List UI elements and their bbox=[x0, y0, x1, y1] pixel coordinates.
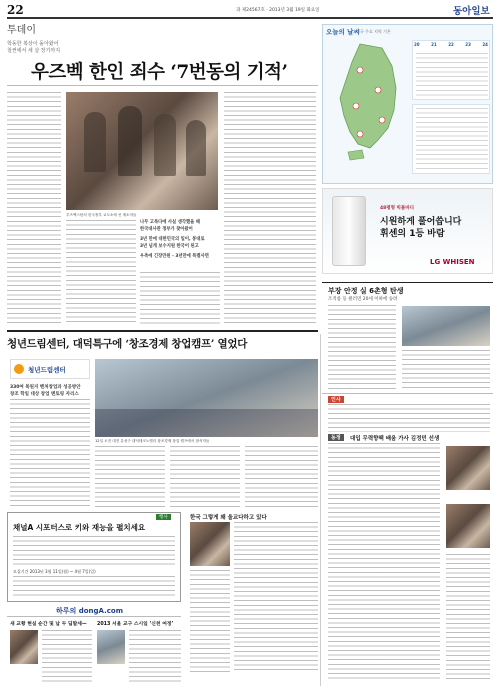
section-title: 투데이 bbox=[7, 25, 36, 36]
story-3-body-2 bbox=[402, 350, 490, 389]
dream-center-logo: 청년드림센터 bbox=[10, 359, 90, 379]
lead-photo-caption: 우즈벡스탄의 한국정부 교도소에 선 재소자들 bbox=[66, 213, 137, 217]
bottom-right-body bbox=[129, 630, 181, 682]
dongA-footer: 하루의 dongA.com bbox=[56, 607, 123, 615]
columnist-photo-1 bbox=[446, 446, 490, 490]
aircon-product-image bbox=[332, 196, 366, 266]
story-3-photo bbox=[402, 306, 490, 346]
story-2-body-4 bbox=[245, 446, 318, 507]
columnist-photo-2 bbox=[446, 504, 490, 548]
story-3-sub: 조직룸 등 클러먼 20세 이하에 승려 bbox=[328, 297, 398, 302]
bottom-left-body bbox=[42, 630, 92, 682]
bottom-left-photo bbox=[10, 630, 38, 664]
story-3-headline: 부장 안정 실 6촌형 탄생 bbox=[328, 287, 404, 295]
story-3-body bbox=[328, 305, 396, 389]
people-label: 인사 bbox=[328, 396, 344, 403]
ad-line-1: 48평형 빅볼바디 bbox=[380, 206, 414, 211]
bottom-right-photo bbox=[97, 630, 125, 664]
ad-badge: 행사 bbox=[156, 514, 171, 520]
lead-body-column-2 bbox=[66, 220, 136, 324]
story-2-sub-2: 창조 학일 대상 창업 멘토링 자리스 bbox=[10, 392, 79, 397]
column-title: 대입 무력향팩 배움 가사 김정민 선생 bbox=[350, 436, 440, 442]
forecast-days: 20 21 22 23 24 bbox=[414, 42, 488, 47]
story-2-body-3 bbox=[170, 446, 240, 507]
date-line: 과 제24567호 · 2013년 3월 19일 화요일 bbox=[236, 8, 320, 13]
ad-body-2 bbox=[13, 576, 175, 598]
weather-forecast-table bbox=[412, 40, 490, 100]
korea-weather-map bbox=[330, 40, 408, 164]
people-body bbox=[328, 404, 490, 432]
page-number: 22 bbox=[7, 3, 24, 17]
column-body bbox=[328, 443, 440, 679]
weather-title: 오늘의 날씨 bbox=[326, 28, 360, 36]
story-4-portrait bbox=[190, 522, 230, 566]
lead-kicker-2: 철썬에서 세 살 장기까지 bbox=[7, 48, 61, 54]
story-4-headline: 한국 그렇게 왜 울교다하고 있다 bbox=[190, 515, 267, 521]
lead-kicker: 학동한 복상이 돌아왔어 bbox=[7, 41, 59, 47]
lead-body-column-4 bbox=[224, 92, 316, 324]
story-2-photo-caption: 12일 오전 대전 유성구 대덕테크노밸리 창조경제 창업 캠프에서 참석자들 bbox=[95, 439, 210, 443]
masthead-logo: 동아일보 bbox=[453, 6, 490, 17]
ad-line-3: 휘센의 1등 바람 bbox=[380, 229, 445, 239]
ad-brand-logo: LG WHISEN bbox=[430, 258, 475, 266]
story-2-headline: 청년드림센터, 대덕특구에 ‘창조경제 창업캠프’ 열었다 bbox=[7, 338, 248, 350]
bottom-left-title: 새 교황 현실 순간 및 납 두 딥딸세— bbox=[10, 622, 87, 627]
ad-date: 모집기간 2013년 3월 11일(월) ~ 4월 7일(일) bbox=[13, 569, 96, 574]
story-2-body bbox=[10, 399, 90, 507]
story-4-body bbox=[190, 570, 230, 672]
story-2-sub-1: 330여 복원지 벤처창업과 성공방안 bbox=[10, 385, 81, 390]
ad-title: 채널A 시포터스로 키와 재능을 펼치세요 bbox=[13, 523, 146, 532]
lead-body-column-3 bbox=[140, 272, 220, 324]
column-body-2 bbox=[446, 554, 490, 679]
weather-subtitle: 전국 주요 지역 기온 bbox=[356, 28, 391, 34]
ad-body bbox=[13, 536, 175, 566]
story-2-body-2 bbox=[95, 446, 165, 507]
ad-line-2: 시원하게 풀어씁니다 bbox=[380, 217, 462, 227]
bottom-right-title: 2013 서울 교구 스시일 ‘신천 여정’ bbox=[97, 622, 174, 627]
lead-headline: 우즈벡 한인 죄수 ‘7번동의 기적’ bbox=[31, 62, 288, 83]
lead-photo bbox=[66, 92, 218, 210]
lead-body-column-1 bbox=[7, 92, 61, 324]
lead-pull-quotes: 나무 고목다에 사실 생각했을 때 한국대사관 정부가 찾아왔어 3년 만에 대한민국의 일이, 봉대로 3년 넘게 보수지원 한국어 된고 우측에 긴장만원 - 3년만에 특별사면 bbox=[140, 220, 209, 259]
story-2-photo bbox=[95, 359, 318, 437]
weather-index-panel bbox=[412, 104, 490, 174]
column-label: 동정 bbox=[328, 434, 344, 441]
story-4-body-right bbox=[234, 522, 318, 672]
